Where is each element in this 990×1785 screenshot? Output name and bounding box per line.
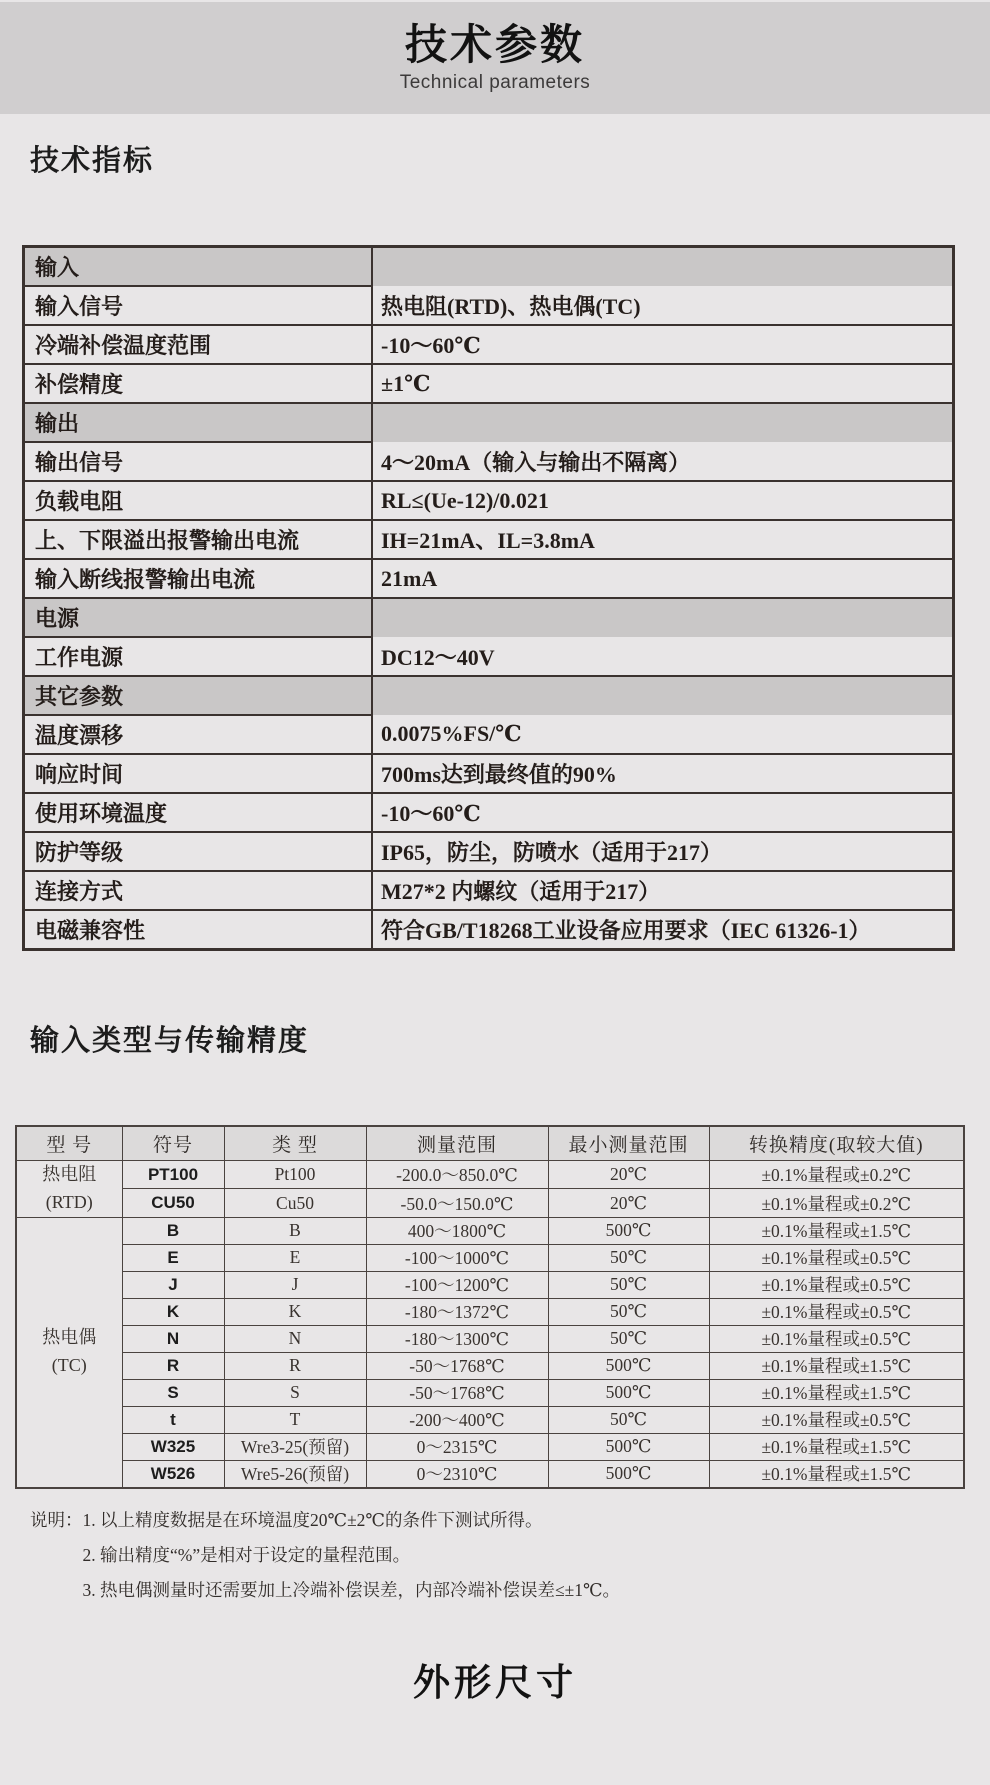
spec-label-cell: 响应时间 (24, 754, 373, 793)
io-data-cell: 50℃ (548, 1325, 709, 1352)
io-section-heading: 输入类型与传输精度 (30, 1025, 310, 1057)
io-header-cell: 类 型 (224, 1126, 366, 1161)
io-data-cell: t (122, 1406, 224, 1433)
spec-table-row (24, 715, 954, 754)
io-table-row (16, 1189, 964, 1217)
io-data-cell: -50～1768℃ (366, 1352, 548, 1379)
io-data-cell: ±0.1%量程或±1.5℃ (709, 1433, 964, 1460)
spec-label-cell: 连接方式 (24, 871, 373, 910)
spec-value-cell (372, 247, 954, 287)
spec-label-cell: 输入 (24, 247, 373, 287)
io-data-cell: 0～2315℃ (366, 1433, 548, 1460)
io-data-cell: 50℃ (548, 1406, 709, 1433)
io-model-sub: (TC) (51, 1355, 87, 1376)
io-data-cell: Wre3-25(预留) (224, 1433, 366, 1460)
notes-block (30, 1503, 620, 1608)
spec-label-cell: 电磁兼容性 (24, 910, 373, 950)
io-data-cell: -50.0～150.0℃ (366, 1189, 548, 1217)
note-item: 3. 热电偶测量时还需要加上冷端补偿误差，内部冷端补偿误差≤±1℃。 (82, 1580, 621, 1600)
io-data-cell: E (122, 1244, 224, 1271)
io-model-name: 热电偶 (42, 1327, 97, 1348)
io-data-cell: PT100 (122, 1161, 224, 1189)
spec-label-cell: 工作电源 (24, 637, 373, 676)
specs-section-heading: 技术指标 (30, 145, 155, 177)
spec-value-cell: 热电阻(RTD)、热电偶(TC) (372, 286, 954, 325)
spec-label-cell: 电源 (24, 598, 373, 637)
spec-table-row (24, 676, 954, 715)
io-data-cell: -50～1768℃ (366, 1379, 548, 1406)
io-table-header-row (16, 1126, 964, 1161)
io-table-row (16, 1271, 964, 1298)
spec-value-cell: 4～20mA（输入与输出不隔离） (372, 442, 954, 481)
spec-label-cell: 补偿精度 (24, 364, 373, 403)
io-data-cell: ±0.1%量程或±0.5℃ (709, 1244, 964, 1271)
io-data-cell: ±0.1%量程或±1.5℃ (709, 1352, 964, 1379)
io-data-cell: 50℃ (548, 1298, 709, 1325)
spec-value-cell: DC12～40V (372, 637, 954, 676)
io-data-cell: -180～1300℃ (366, 1325, 548, 1352)
io-data-cell: E (224, 1244, 366, 1271)
io-data-cell: 50℃ (548, 1271, 709, 1298)
spec-label-cell: 冷端补偿温度范围 (24, 325, 373, 364)
spec-value-cell: -10～60℃ (372, 325, 954, 364)
spec-label-cell: 上、下限溢出报警输出电流 (24, 520, 373, 559)
io-data-cell: 20℃ (548, 1161, 709, 1189)
io-data-cell: W526 (122, 1460, 224, 1488)
io-header-cell: 型 号 (16, 1126, 122, 1161)
spec-value-cell: RL≤(Ue-12)/0.021 (372, 481, 954, 520)
spec-value-cell: 0.0075%FS/℃ (372, 715, 954, 754)
note-item: 2. 输出精度“%”是相对于设定的量程范围。 (82, 1545, 411, 1565)
spec-table-row (24, 754, 954, 793)
io-data-cell: K (122, 1298, 224, 1325)
io-table-row (16, 1460, 964, 1488)
io-data-cell: ±0.1%量程或±1.5℃ (709, 1217, 964, 1244)
io-data-cell: 0～2310℃ (366, 1460, 548, 1488)
io-data-cell: ±0.1%量程或±0.5℃ (709, 1406, 964, 1433)
spec-table-row (24, 637, 954, 676)
io-data-cell: -200～400℃ (366, 1406, 548, 1433)
notes-list (83, 1503, 621, 1608)
io-table-row (16, 1325, 964, 1352)
spec-table-row (24, 832, 954, 871)
spec-table-row (24, 403, 954, 442)
spec-table-row (24, 325, 954, 364)
io-data-cell: S (122, 1379, 224, 1406)
io-data-cell: Cu50 (224, 1189, 366, 1217)
io-data-cell: J (122, 1271, 224, 1298)
io-model-cell (16, 1217, 122, 1488)
io-header-cell: 测量范围 (366, 1126, 548, 1161)
io-data-cell: K (224, 1298, 366, 1325)
spec-label-cell: 输入断线报警输出电流 (24, 559, 373, 598)
io-table-row (16, 1379, 964, 1406)
page-title: 技术参数 (404, 20, 585, 68)
io-header-cell: 最小测量范围 (548, 1126, 709, 1161)
spec-value-cell: IP65，防尘，防喷水（适用于217） (372, 832, 954, 871)
spec-table-row (24, 910, 954, 950)
spec-value-cell: 21mA (372, 559, 954, 598)
spec-table-row (24, 364, 954, 403)
io-table-row (16, 1352, 964, 1379)
io-data-cell: ±0.1%量程或±1.5℃ (709, 1460, 964, 1488)
spec-value-cell (372, 676, 954, 715)
io-data-cell: N (122, 1325, 224, 1352)
io-data-cell: 500℃ (548, 1217, 709, 1244)
page-subtitle: Technical parameters (399, 72, 591, 94)
io-data-cell: 500℃ (548, 1460, 709, 1488)
notes-prefix: 说明： (30, 1510, 83, 1530)
spec-table-row (24, 442, 954, 481)
io-table-row (16, 1406, 964, 1433)
spec-value-cell: M27*2 内螺纹（适用于217） (372, 871, 954, 910)
io-data-cell: J (224, 1271, 366, 1298)
io-data-cell: -200.0～850.0℃ (366, 1161, 548, 1189)
io-model-sub: (RTD) (45, 1191, 93, 1212)
io-model-cell (16, 1161, 122, 1218)
io-data-cell: CU50 (122, 1189, 224, 1217)
io-data-cell: -180～1372℃ (366, 1298, 548, 1325)
spec-label-cell: 其它参数 (24, 676, 373, 715)
io-data-cell: T (224, 1406, 366, 1433)
io-data-cell: ±0.1%量程或±1.5℃ (709, 1379, 964, 1406)
io-data-cell: R (122, 1352, 224, 1379)
io-data-cell: Wre5-26(预留) (224, 1460, 366, 1488)
io-header-cell: 符号 (122, 1126, 224, 1161)
io-table-row (16, 1217, 964, 1244)
io-data-cell: ±0.1%量程或±0.2℃ (709, 1161, 964, 1189)
spec-value-cell: 符合GB/T18268工业设备应用要求（IEC 61326-1） (381, 918, 871, 943)
spec-table-row (24, 559, 954, 598)
spec-value-cell: ±1℃ (372, 364, 954, 403)
spec-table-row (24, 598, 954, 637)
spec-value-cell (372, 403, 954, 442)
spec-value-cell: 700ms达到最终值的90% (372, 754, 954, 793)
spec-label-cell: 温度漂移 (24, 715, 373, 754)
spec-label-cell: 使用环境温度 (24, 793, 373, 832)
spec-table-row (24, 520, 954, 559)
spec-value-cell: IH=21mA、IL=3.8mA (372, 520, 954, 559)
spec-table-row (24, 793, 954, 832)
dimensions-section-heading: 外形尺寸 (413, 1662, 577, 1703)
io-data-cell: ±0.1%量程或±0.2℃ (709, 1189, 964, 1217)
spec-value-cell (372, 598, 954, 637)
io-data-cell: R (224, 1352, 366, 1379)
io-header-cell: 转换精度(取较大值) (709, 1126, 964, 1161)
io-table-row (16, 1161, 964, 1189)
io-data-cell: 500℃ (548, 1379, 709, 1406)
io-data-cell: B (122, 1217, 224, 1244)
io-data-cell: W325 (122, 1433, 224, 1460)
io-data-cell: -100～1200℃ (366, 1271, 548, 1298)
spec-table-row (24, 481, 954, 520)
io-data-cell: 50℃ (548, 1244, 709, 1271)
spec-value-cell: -10～60℃ (372, 793, 954, 832)
spec-label-cell: 负载电阻 (24, 481, 373, 520)
io-table (15, 1125, 965, 1489)
spec-label-cell: 输出信号 (24, 442, 373, 481)
spec-table-row (24, 871, 954, 910)
io-model-name: 热电阻 (42, 1164, 97, 1184)
io-data-cell: 20℃ (548, 1189, 709, 1217)
io-table-row (16, 1433, 964, 1460)
io-data-cell: N (224, 1325, 366, 1352)
spec-table (22, 245, 955, 951)
io-data-cell: ±0.1%量程或±0.5℃ (709, 1298, 964, 1325)
io-data-cell: 500℃ (548, 1433, 709, 1460)
io-data-cell: Pt100 (224, 1161, 366, 1189)
io-data-cell: ±0.1%量程或±0.5℃ (709, 1271, 964, 1298)
spec-table-row (24, 286, 954, 325)
spec-label-cell: 输入信号 (24, 286, 373, 325)
page-banner (0, 2, 990, 114)
note-item: 1. 以上精度数据是在环境温度20℃±2℃的条件下测试所得。 (82, 1510, 543, 1530)
io-data-cell: 500℃ (548, 1352, 709, 1379)
io-table-row (16, 1298, 964, 1325)
io-data-cell: ±0.1%量程或±0.5℃ (709, 1325, 964, 1352)
io-data-cell: -100～1000℃ (366, 1244, 548, 1271)
io-table-row (16, 1244, 964, 1271)
spec-label-cell: 输出 (24, 403, 373, 442)
spec-table-row (24, 247, 954, 287)
io-data-cell: B (224, 1217, 366, 1244)
io-data-cell: 400～1800℃ (366, 1217, 548, 1244)
io-data-cell: S (224, 1379, 366, 1406)
spec-label-cell: 防护等级 (24, 832, 373, 871)
